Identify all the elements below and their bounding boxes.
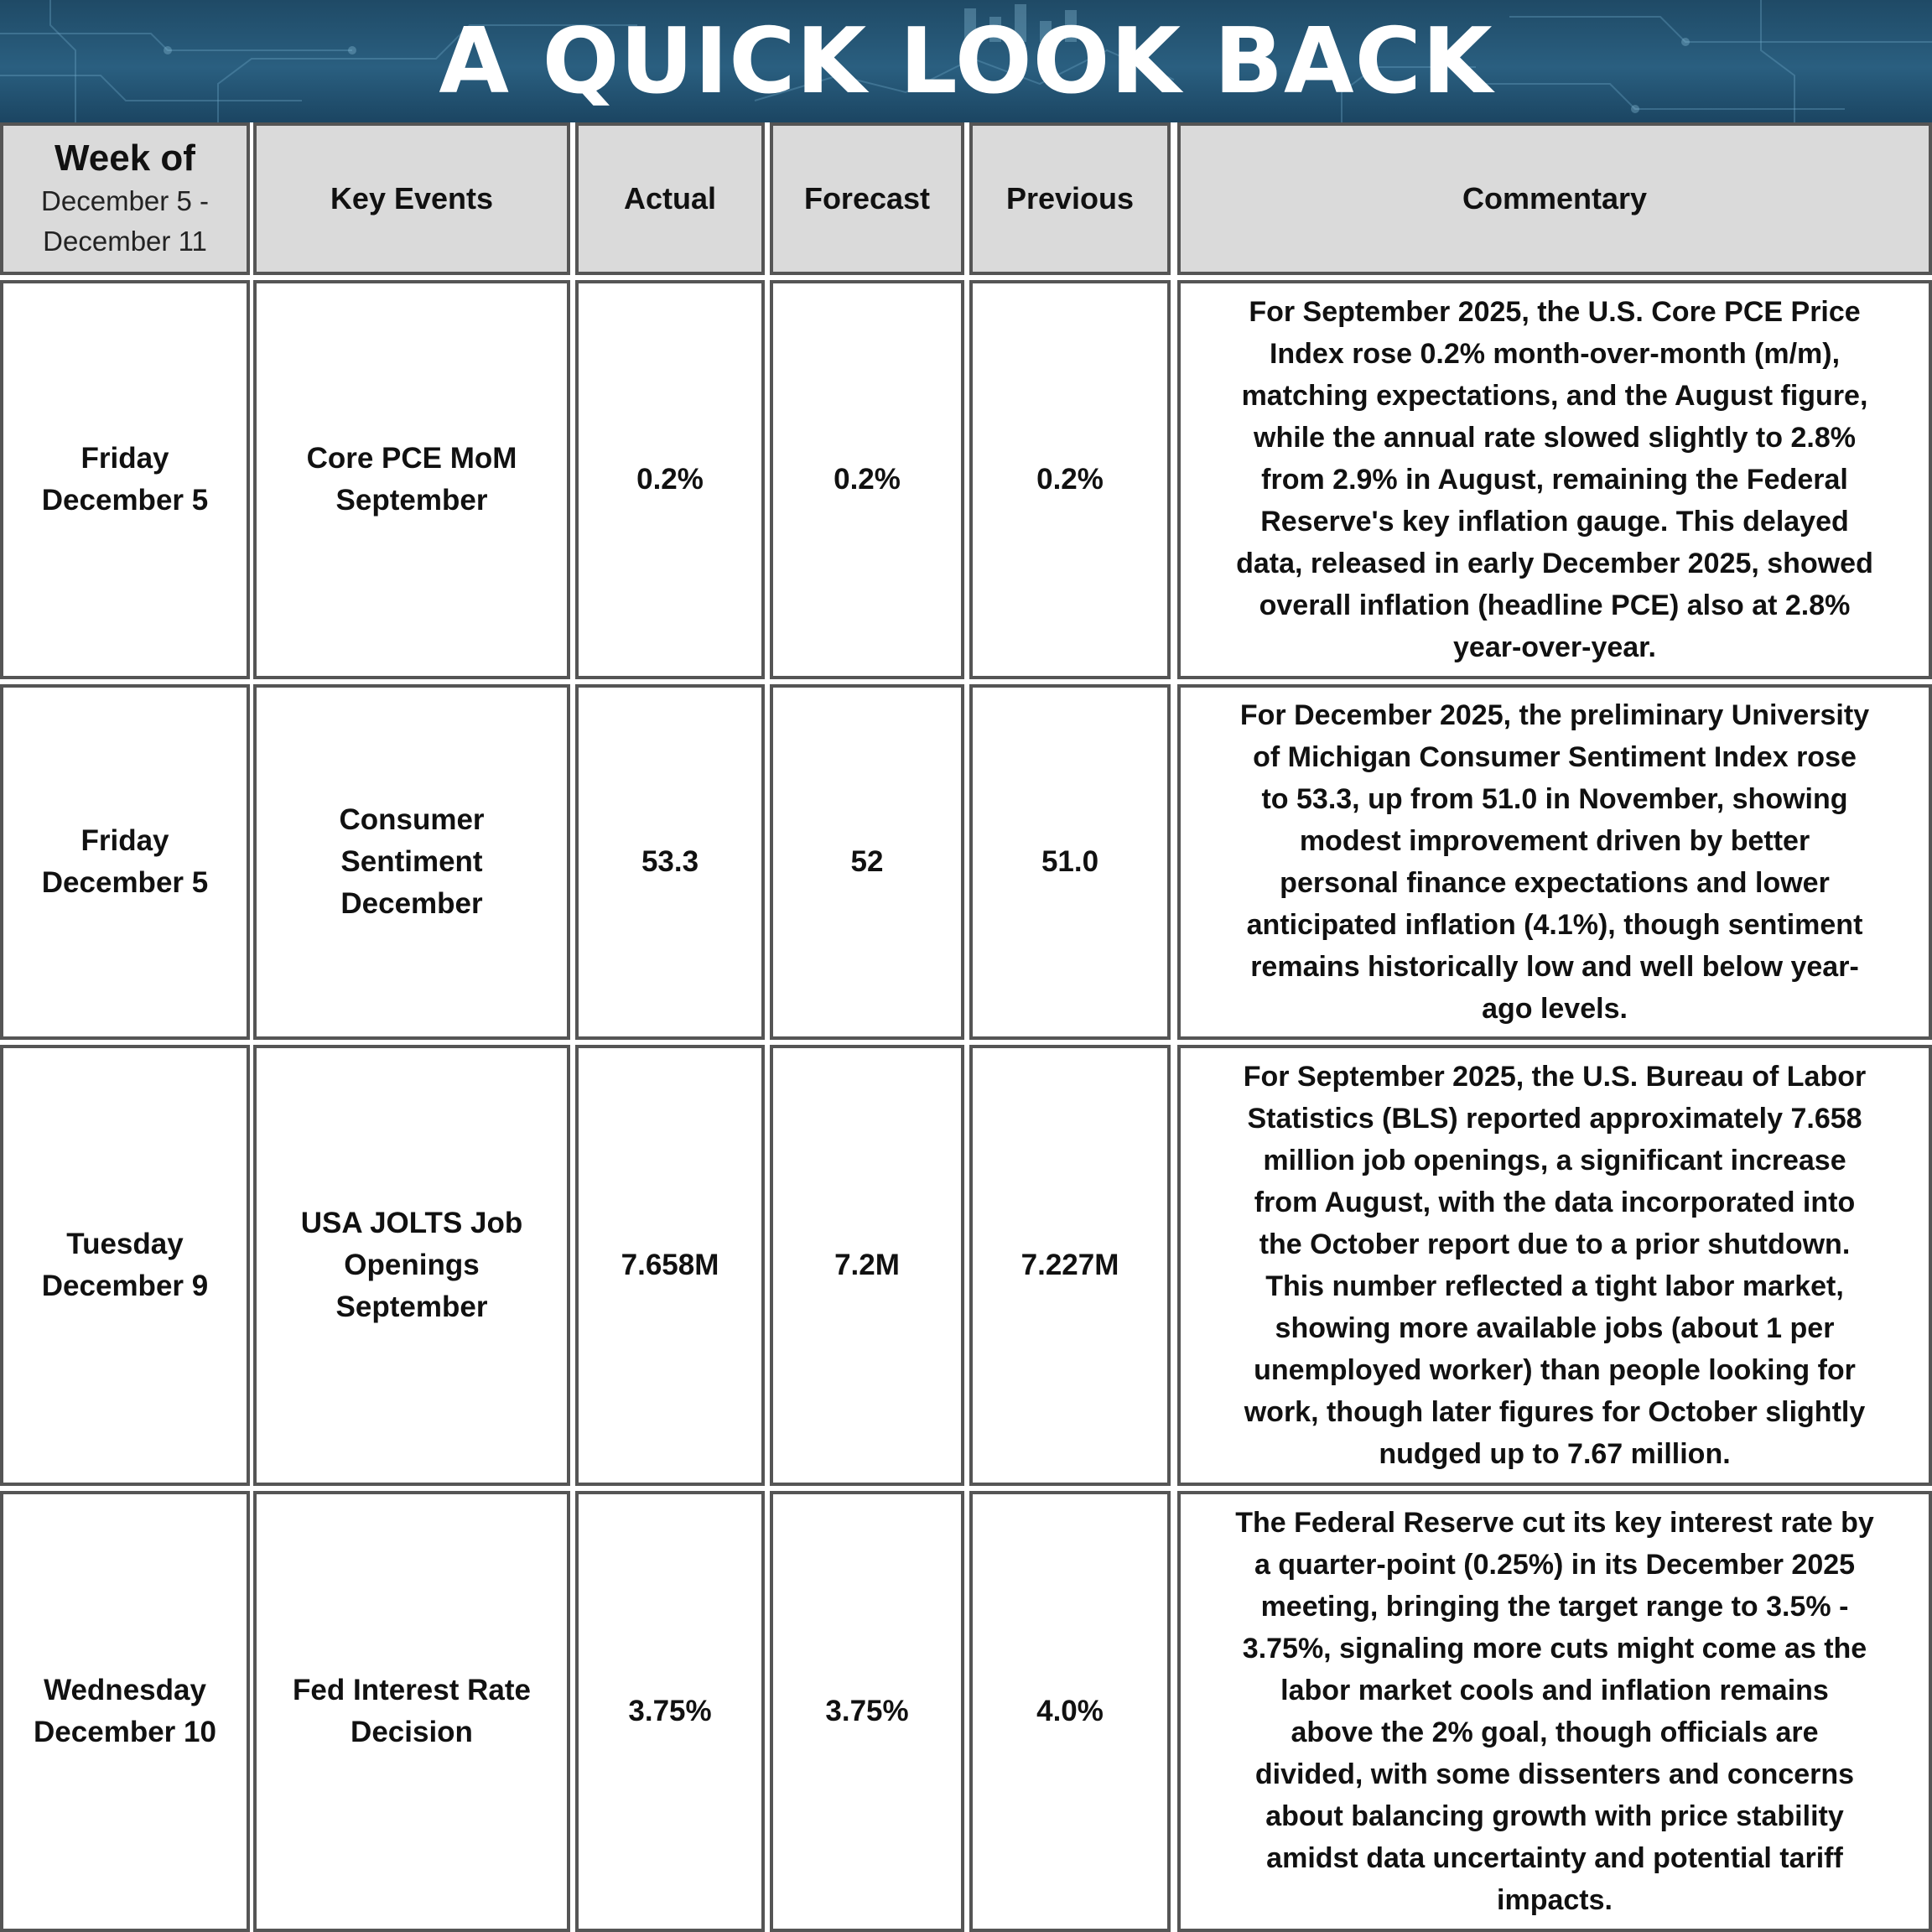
date-text: December 5: [41, 866, 209, 899]
commentary-line: showing more available jobs (about 1 per: [1275, 1312, 1835, 1344]
commentary-line: matching expectations, and the August figure,: [1241, 380, 1868, 412]
commentary-line: above the 2% goal, though officials are: [1291, 1716, 1819, 1748]
event-name-line: Sentiment: [340, 845, 483, 878]
event-name-line: September: [335, 1291, 488, 1323]
day-name: Friday: [80, 442, 169, 475]
date-text: December 9: [41, 1270, 209, 1302]
actual-value: 7.658M: [575, 1045, 765, 1486]
event-cell: [253, 1045, 570, 1486]
header-week-of: [0, 122, 250, 275]
commentary-line: ago levels.: [1482, 993, 1628, 1025]
week-of-label: Week of: [55, 138, 195, 179]
date-text: December 5: [41, 484, 209, 517]
week-range-end: December 11: [43, 226, 207, 257]
previous-value: 7.227M: [969, 1045, 1171, 1486]
event-name-line: Decision: [351, 1716, 473, 1748]
forecast-value: 52: [770, 684, 964, 1040]
actual-value: 0.2%: [575, 280, 765, 679]
header-commentary: Commentary: [1177, 122, 1932, 275]
forecast-value: 3.75%: [770, 1491, 964, 1932]
event-name-line: USA JOLTS Job: [300, 1207, 523, 1239]
day-name: Friday: [80, 824, 169, 857]
commentary-line: unemployed worker) than people looking for: [1254, 1354, 1856, 1386]
commentary-line: of Michigan Consumer Sentiment Index rose: [1253, 741, 1857, 773]
commentary-line: labor market cools and inflation remains: [1280, 1675, 1829, 1706]
commentary-cell: [1177, 684, 1932, 1040]
forecast-value: 0.2%: [770, 280, 964, 679]
commentary-line: amidst data uncertainty and potential tariff: [1266, 1842, 1843, 1874]
commentary-line: modest improvement driven by better: [1299, 825, 1810, 857]
event-name-line: Fed Interest Rate: [293, 1674, 531, 1706]
commentary-line: Index rose 0.2% month-over-month (m/m),: [1269, 338, 1841, 370]
commentary-line: year-over-year.: [1453, 631, 1656, 663]
header-actual: Actual: [575, 122, 765, 275]
event-name-line: Core PCE MoM: [306, 442, 517, 475]
commentary-cell: [1177, 1045, 1932, 1486]
page-title: A QUICK LOOK BACK: [439, 9, 1493, 114]
commentary-line: For September 2025, the U.S. Core PCE Price: [1249, 296, 1861, 328]
commentary-line: about balancing growth with price stability: [1265, 1800, 1844, 1832]
commentary-line: impacts.: [1497, 1884, 1613, 1916]
commentary-line: to 53.3, up from 51.0 in November, showing: [1261, 783, 1848, 815]
event-cell: [253, 684, 570, 1040]
commentary-line: anticipated inflation (4.1%), though sentiment: [1246, 909, 1863, 941]
commentary-line: The Federal Reserve cut its key interest rate by: [1235, 1507, 1874, 1539]
date-cell: [0, 1491, 250, 1932]
commentary-line: a quarter-point (0.25%) in its December 2025: [1254, 1549, 1856, 1581]
day-name: Tuesday: [66, 1228, 184, 1260]
commentary-line: overall inflation (headline PCE) also at 2.8%: [1259, 589, 1851, 621]
week-range-start: December 5 -: [41, 185, 209, 216]
commentary-line: meeting, bringing the target range to 3.5% -: [1260, 1591, 1849, 1623]
date-cell: [0, 684, 250, 1040]
event-name-line: September: [335, 484, 488, 517]
previous-value: 0.2%: [969, 280, 1171, 679]
actual-value: 3.75%: [575, 1491, 765, 1932]
commentary-line: Statistics (BLS) reported approximately 7.658: [1247, 1103, 1862, 1135]
header-previous: Previous: [969, 122, 1171, 275]
commentary-line: divided, with some dissenters and concerns: [1254, 1758, 1855, 1790]
commentary-line: For December 2025, the preliminary University: [1239, 699, 1870, 731]
commentary-line: from August, with the data incorporated into: [1254, 1187, 1856, 1218]
actual-value: 53.3: [575, 684, 765, 1040]
commentary-cell: [1177, 280, 1932, 679]
commentary-line: personal finance expectations and lower: [1280, 867, 1830, 899]
previous-value: 51.0: [969, 684, 1171, 1040]
date-text: December 10: [34, 1716, 216, 1748]
commentary-line: This number reflected a tight labor market,: [1265, 1270, 1844, 1302]
day-name: Wednesday: [44, 1674, 206, 1706]
event-name-line: December: [340, 887, 483, 920]
commentary-line: million job openings, a significant increase: [1263, 1145, 1846, 1176]
commentary-line: while the annual rate slowed slightly to 2.8%: [1254, 422, 1856, 454]
commentary-line: work, though later figures for October slightly: [1244, 1396, 1866, 1428]
commentary-line: from 2.9% in August, remaining the Federal: [1261, 464, 1848, 496]
date-cell: [0, 280, 250, 679]
commentary-line: the October report due to a prior shutdown.: [1259, 1228, 1851, 1260]
commentary-line: nudged up to 7.67 million.: [1379, 1438, 1731, 1470]
event-cell: [253, 280, 570, 679]
commentary-line: Reserve's key inflation gauge. This delayed: [1260, 506, 1849, 538]
commentary-line: For September 2025, the U.S. Bureau of Labor: [1243, 1061, 1867, 1093]
forecast-value: 7.2M: [770, 1045, 964, 1486]
event-cell: [253, 1491, 570, 1932]
date-cell: [0, 1045, 250, 1486]
previous-value: 4.0%: [969, 1491, 1171, 1932]
event-name-line: Consumer: [339, 803, 485, 836]
commentary-line: 3.75%, signaling more cuts might come as the: [1242, 1633, 1867, 1665]
commentary-line: remains historically low and well below year-: [1250, 951, 1859, 983]
event-name-line: Openings: [344, 1249, 480, 1281]
header-key-events: Key Events: [253, 122, 570, 275]
commentary-line: data, released in early December 2025, showed: [1236, 548, 1873, 579]
commentary-cell: [1177, 1491, 1932, 1932]
header-forecast: Forecast: [770, 122, 964, 275]
